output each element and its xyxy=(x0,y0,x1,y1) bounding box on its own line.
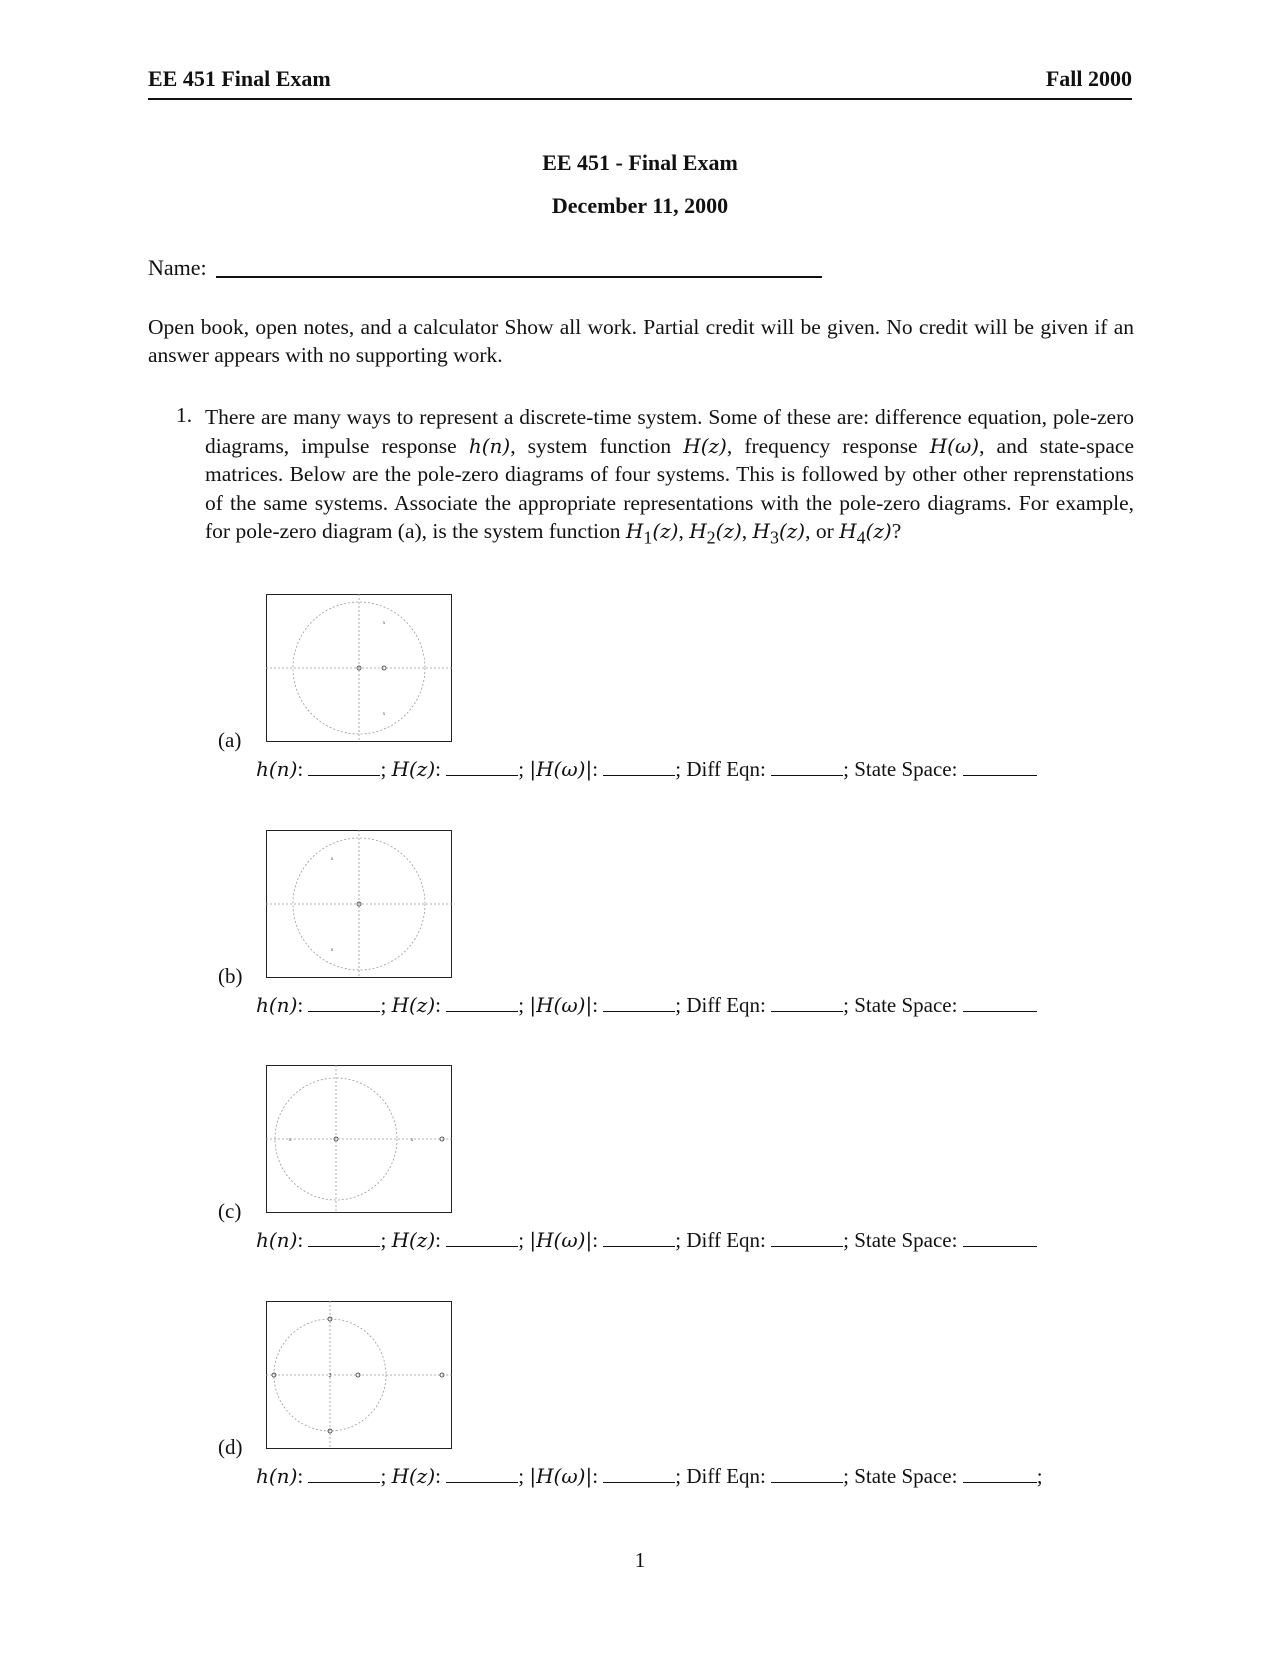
answer-Hz-b[interactable] xyxy=(446,993,518,1012)
page-header xyxy=(148,66,1132,100)
answer-row-c: h(n): ; H(z): ; |H(ω)|: ; Diff Eqn: ; State Space: xyxy=(256,1228,1037,1253)
name-field[interactable] xyxy=(216,276,822,278)
svg-text:x: x xyxy=(330,857,334,862)
pole-zero-plot-a xyxy=(266,594,452,742)
answer-hn-d[interactable] xyxy=(308,1464,380,1483)
answer-state-c[interactable] xyxy=(963,1228,1037,1247)
answer-row-b: h(n): ; H(z): ; |H(ω)|: ; Diff Eqn: ; State Space: xyxy=(256,993,1037,1018)
exam-date: December 11, 2000 xyxy=(551,193,729,218)
answer-Hw-a[interactable] xyxy=(603,757,675,776)
svg-text:x: x xyxy=(288,1138,292,1143)
instructions: Open book, open notes, and a calculator Show all work. Partial credit will be given. No credit will be given if an answer appears with no supporting work. xyxy=(148,315,1134,367)
svg-text:2: 2 xyxy=(328,1373,332,1379)
name-label: Name: xyxy=(148,255,207,280)
question-number: 1. xyxy=(176,403,193,427)
diagram-label-d: (d) xyxy=(218,1435,243,1459)
diagram-label-a: (a) xyxy=(218,728,242,752)
answer-diff-a[interactable] xyxy=(771,757,843,776)
svg-text:x: x xyxy=(330,948,334,953)
header-term: Fall 2000 xyxy=(1045,66,1132,91)
answer-state-b[interactable] xyxy=(963,993,1037,1012)
exam-title: EE 451 - Final Exam xyxy=(542,150,738,175)
answer-diff-c[interactable] xyxy=(771,1228,843,1247)
pole-zero-plot-c xyxy=(266,1065,452,1213)
answer-hn-c[interactable] xyxy=(308,1228,380,1247)
answer-diff-d[interactable] xyxy=(771,1464,843,1483)
answer-Hz-c[interactable] xyxy=(446,1228,518,1247)
answer-Hw-d[interactable] xyxy=(603,1464,675,1483)
page-number: 1 xyxy=(634,1548,646,1572)
pole-zero-plot-d xyxy=(266,1301,452,1449)
answer-state-d[interactable] xyxy=(963,1464,1037,1483)
answer-Hz-d[interactable] xyxy=(446,1464,518,1483)
svg-text:x: x xyxy=(382,621,386,626)
answer-Hw-b[interactable] xyxy=(603,993,675,1012)
answer-hn-a[interactable] xyxy=(308,757,380,776)
diagram-label-c: (c) xyxy=(218,1199,242,1223)
svg-text:x: x xyxy=(410,1138,414,1143)
answer-Hz-a[interactable] xyxy=(446,757,518,776)
answer-row-d: h(n): ; H(z): ; |H(ω)|: ; Diff Eqn: ; State Space: ; xyxy=(256,1464,1043,1488)
diagram-label-b: (b) xyxy=(218,964,243,988)
question-text: There are many ways to represent a discrete-time system. Some of these are: difference equation, pole-zero diagrams, impulse response h(n), system function H(z), frequency response H(ω), and state-space matrices. Below are the pole-zero diagrams of four systems. This is followed by other other reprenstations of the same systems. Associate the appropriate representations with the pole-zero diagrams. For example, for pole-zero diagram (a), is the system function $H_1(z)$, $H_2(z)$, $H_3(z)$, or $H_4(z)$? xyxy=(205,405,1134,548)
answer-state-a[interactable] xyxy=(963,757,1037,776)
answer-hn-b[interactable] xyxy=(308,993,380,1012)
svg-text:x: x xyxy=(382,712,386,717)
answer-Hw-c[interactable] xyxy=(603,1228,675,1247)
answer-row-a: h(n): ; H(z): ; |H(ω)|: ; Diff Eqn: ; State Space: xyxy=(256,757,1037,782)
header-course: EE 451 Final Exam xyxy=(148,66,331,91)
answer-diff-b[interactable] xyxy=(771,993,843,1012)
pole-zero-plot-b xyxy=(266,830,452,978)
